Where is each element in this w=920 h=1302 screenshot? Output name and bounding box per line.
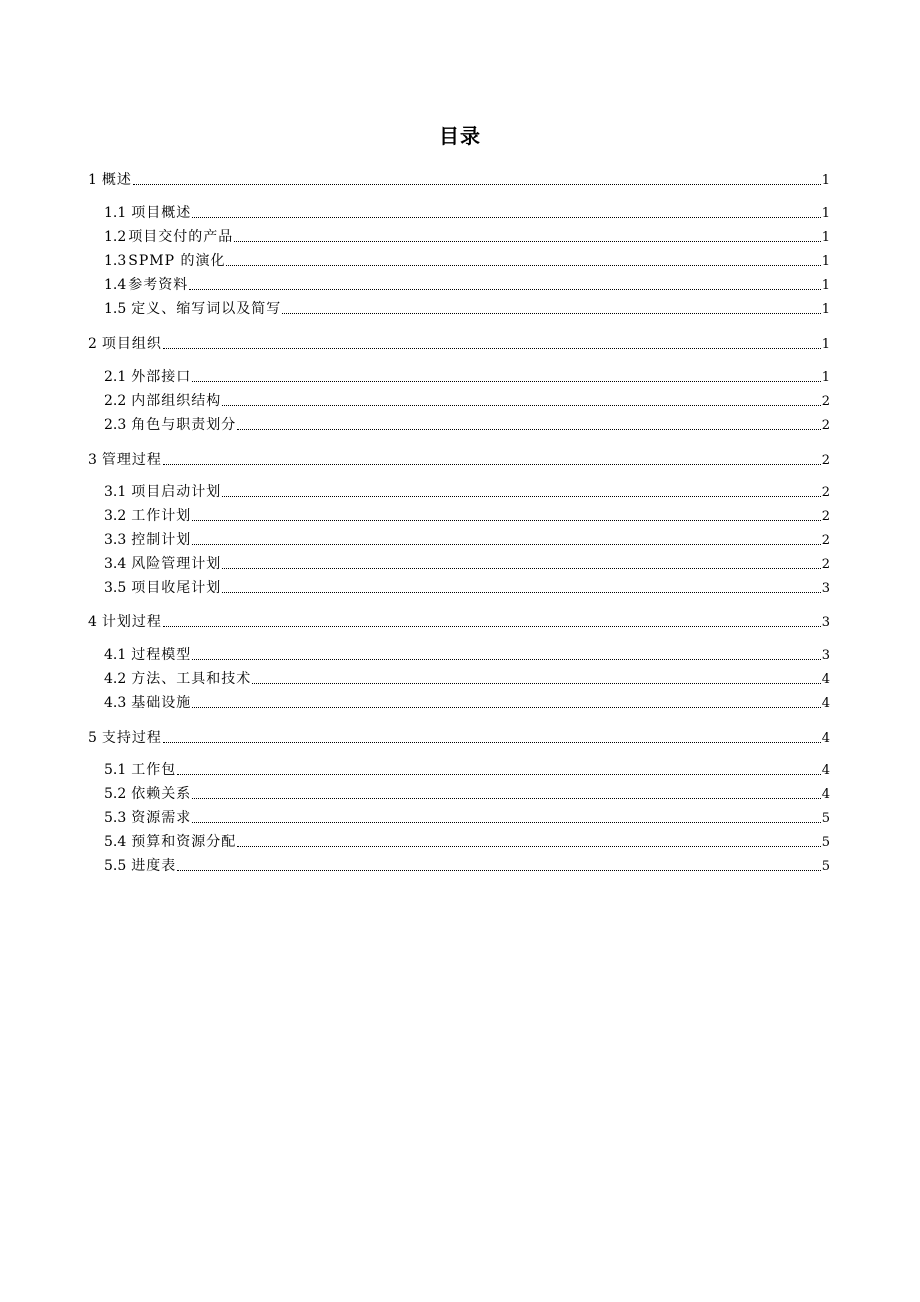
toc-entry-text: 支持过程	[101, 730, 162, 746]
toc-page-number: 5	[821, 811, 830, 826]
toc-page-number: 2	[821, 557, 830, 572]
toc-entry-number: 5.1	[104, 762, 127, 778]
toc-dot-leader	[192, 797, 820, 799]
toc-entry-text: 风险管理计划	[131, 556, 222, 572]
toc-section-entry[interactable]	[104, 554, 830, 574]
toc-entry-number: 4.1	[104, 647, 127, 663]
toc-dot-leader	[177, 869, 820, 871]
toc-entry-number: 2.1	[104, 369, 127, 385]
toc-dot-leader	[163, 741, 821, 743]
toc-section-entry[interactable]	[104, 530, 830, 550]
toc-page-number: 2	[821, 453, 830, 468]
toc-page-number: 2	[821, 509, 830, 524]
toc-entry-text: 进度表	[131, 858, 177, 874]
toc-entry-text: 概述	[101, 172, 132, 188]
toc-entry-text: 方法、工具和技术	[131, 671, 252, 687]
toc-page-number: 1	[821, 206, 830, 221]
toc-dot-leader	[222, 591, 820, 593]
toc-dot-leader	[192, 519, 820, 521]
toc-dot-leader	[192, 543, 820, 545]
toc-section-entry[interactable]	[104, 299, 830, 319]
toc-section-entry[interactable]	[104, 391, 830, 411]
toc-entry-text: 项目组织	[101, 336, 162, 352]
toc-entry-text: 控制计划	[131, 532, 192, 548]
toc-dot-leader	[192, 821, 820, 823]
toc-section-entry[interactable]	[104, 808, 830, 828]
toc-section-entry[interactable]	[104, 832, 830, 852]
toc-entry-text: 参考资料	[128, 277, 189, 293]
toc-chapter-entry[interactable]	[88, 170, 830, 190]
toc-section-entry[interactable]	[104, 275, 830, 295]
toc-entry-number: 5.2	[104, 786, 127, 802]
toc-entry-number: 4.3	[104, 695, 127, 711]
toc-chapter-entry[interactable]	[88, 334, 830, 354]
toc-section-entry[interactable]	[104, 693, 830, 713]
toc-entry-text: 资源需求	[131, 810, 192, 826]
toc-page-number: 2	[821, 485, 830, 500]
toc-dot-leader	[252, 682, 820, 684]
toc-section-entry[interactable]	[104, 227, 830, 247]
toc-entry-text: 外部接口	[131, 369, 192, 385]
toc-chapter-entry[interactable]	[88, 728, 830, 748]
toc-entry-text: 预算和资源分配	[131, 834, 237, 850]
toc-section-entry[interactable]	[104, 203, 830, 223]
toc-title: 目录	[439, 124, 481, 148]
toc-page-number: 1	[821, 337, 830, 352]
toc-entry-number: 1	[88, 172, 97, 188]
toc-dot-leader	[222, 567, 820, 569]
toc-entry-text: 管理过程	[101, 452, 162, 468]
toc-section-entry[interactable]	[104, 506, 830, 526]
toc-section-entry[interactable]	[104, 669, 830, 689]
toc-dot-leader	[192, 658, 820, 660]
toc-page-number: 4	[821, 731, 830, 746]
toc-entry-text: SPMP 的演化	[128, 253, 226, 269]
toc-entry-number: 2.2	[104, 393, 127, 409]
toc-entry-number: 3.4	[104, 556, 127, 572]
toc-entry-text: 工作包	[131, 762, 177, 778]
toc-page-number: 4	[821, 696, 830, 711]
toc-entry-number: 3	[88, 452, 97, 468]
toc-section-entry[interactable]	[104, 784, 830, 804]
toc-entry-text: 项目收尾计划	[131, 580, 222, 596]
toc-page-number: 1	[821, 302, 830, 317]
toc-entry-text: 项目概述	[131, 205, 192, 221]
toc-entry-number: 4.2	[104, 671, 127, 687]
toc-dot-leader	[177, 773, 820, 775]
toc-chapter-entry[interactable]	[88, 450, 830, 470]
toc-page-number: 5	[821, 859, 830, 874]
toc-section-entry[interactable]	[104, 251, 830, 271]
toc-entry-text: 工作计划	[131, 508, 192, 524]
toc-dot-leader	[192, 380, 820, 382]
toc-entry-number: 1.5	[104, 301, 127, 317]
toc-section-entry[interactable]	[104, 760, 830, 780]
toc-entry-text: 依赖关系	[131, 786, 192, 802]
toc-dot-leader	[133, 183, 821, 185]
toc-entry-number: 1.1	[104, 205, 127, 221]
toc-entry-number: 3.2	[104, 508, 127, 524]
toc-entry-number: 5.3	[104, 810, 127, 826]
toc-entry-text: 计划过程	[101, 614, 162, 630]
toc-dot-leader	[163, 463, 821, 465]
toc-dot-leader	[163, 347, 821, 349]
toc-entry-text: 项目启动计划	[131, 484, 222, 500]
toc-entry-number: 4	[88, 614, 97, 630]
toc-dot-leader	[222, 495, 820, 497]
toc-page-number: 2	[821, 533, 830, 548]
toc-dot-leader	[163, 625, 821, 627]
toc-page-number: 3	[821, 648, 830, 663]
toc-page-number: 4	[821, 787, 830, 802]
toc-dot-leader	[192, 706, 820, 708]
toc-section-entry[interactable]	[104, 415, 830, 435]
toc-entry-number: 5.4	[104, 834, 127, 850]
toc-entry-number: 1.4	[104, 277, 127, 293]
toc-section-entry[interactable]	[104, 856, 830, 876]
toc-dot-leader	[234, 240, 820, 242]
toc-entry-number: 5.5	[104, 858, 127, 874]
toc-entry-text: 定义、缩写词以及简写	[131, 301, 282, 317]
toc-dot-leader	[226, 264, 820, 266]
toc-section-entry[interactable]	[104, 367, 830, 387]
toc-page-number: 1	[821, 370, 830, 385]
toc-dot-leader	[189, 288, 820, 290]
toc-page-number: 4	[821, 672, 830, 687]
toc-entry-number: 1.2	[104, 229, 127, 245]
toc-page-number: 1	[821, 254, 830, 269]
toc-page-number: 2	[821, 394, 830, 409]
toc-entry-number: 2.3	[104, 417, 127, 433]
toc-page-number: 1	[821, 230, 830, 245]
toc-page-number: 5	[821, 835, 830, 850]
toc-entry-number: 5	[88, 730, 97, 746]
toc-page-number: 3	[821, 581, 830, 596]
toc-section-entry[interactable]	[104, 578, 830, 598]
toc-entry-text: 角色与职责划分	[131, 417, 237, 433]
toc-entry-number: 1.3	[104, 253, 127, 269]
toc-entry-number: 3.3	[104, 532, 127, 548]
toc-entry-number: 3.5	[104, 580, 127, 596]
toc-entry-number: 2	[88, 336, 97, 352]
toc-dot-leader	[192, 216, 820, 218]
toc-chapter-entry[interactable]	[88, 612, 830, 632]
toc-dot-leader	[237, 428, 820, 430]
toc-page-number: 1	[821, 173, 830, 188]
toc-page-number: 1	[821, 278, 830, 293]
toc-entry-text: 项目交付的产品	[128, 229, 234, 245]
toc-dot-leader	[222, 404, 820, 406]
toc-dot-leader	[237, 845, 820, 847]
toc-entry-number: 3.1	[104, 484, 127, 500]
toc-entry-text: 内部组织结构	[131, 393, 222, 409]
toc-page-number: 4	[821, 763, 830, 778]
toc-dot-leader	[282, 312, 820, 314]
toc-page-number: 2	[821, 418, 830, 433]
toc-section-entry[interactable]	[104, 645, 830, 665]
toc-page-number: 3	[821, 615, 830, 630]
toc-section-entry[interactable]	[104, 482, 830, 502]
toc-entry-text: 基础设施	[131, 695, 192, 711]
toc-entry-text: 过程模型	[131, 647, 192, 663]
